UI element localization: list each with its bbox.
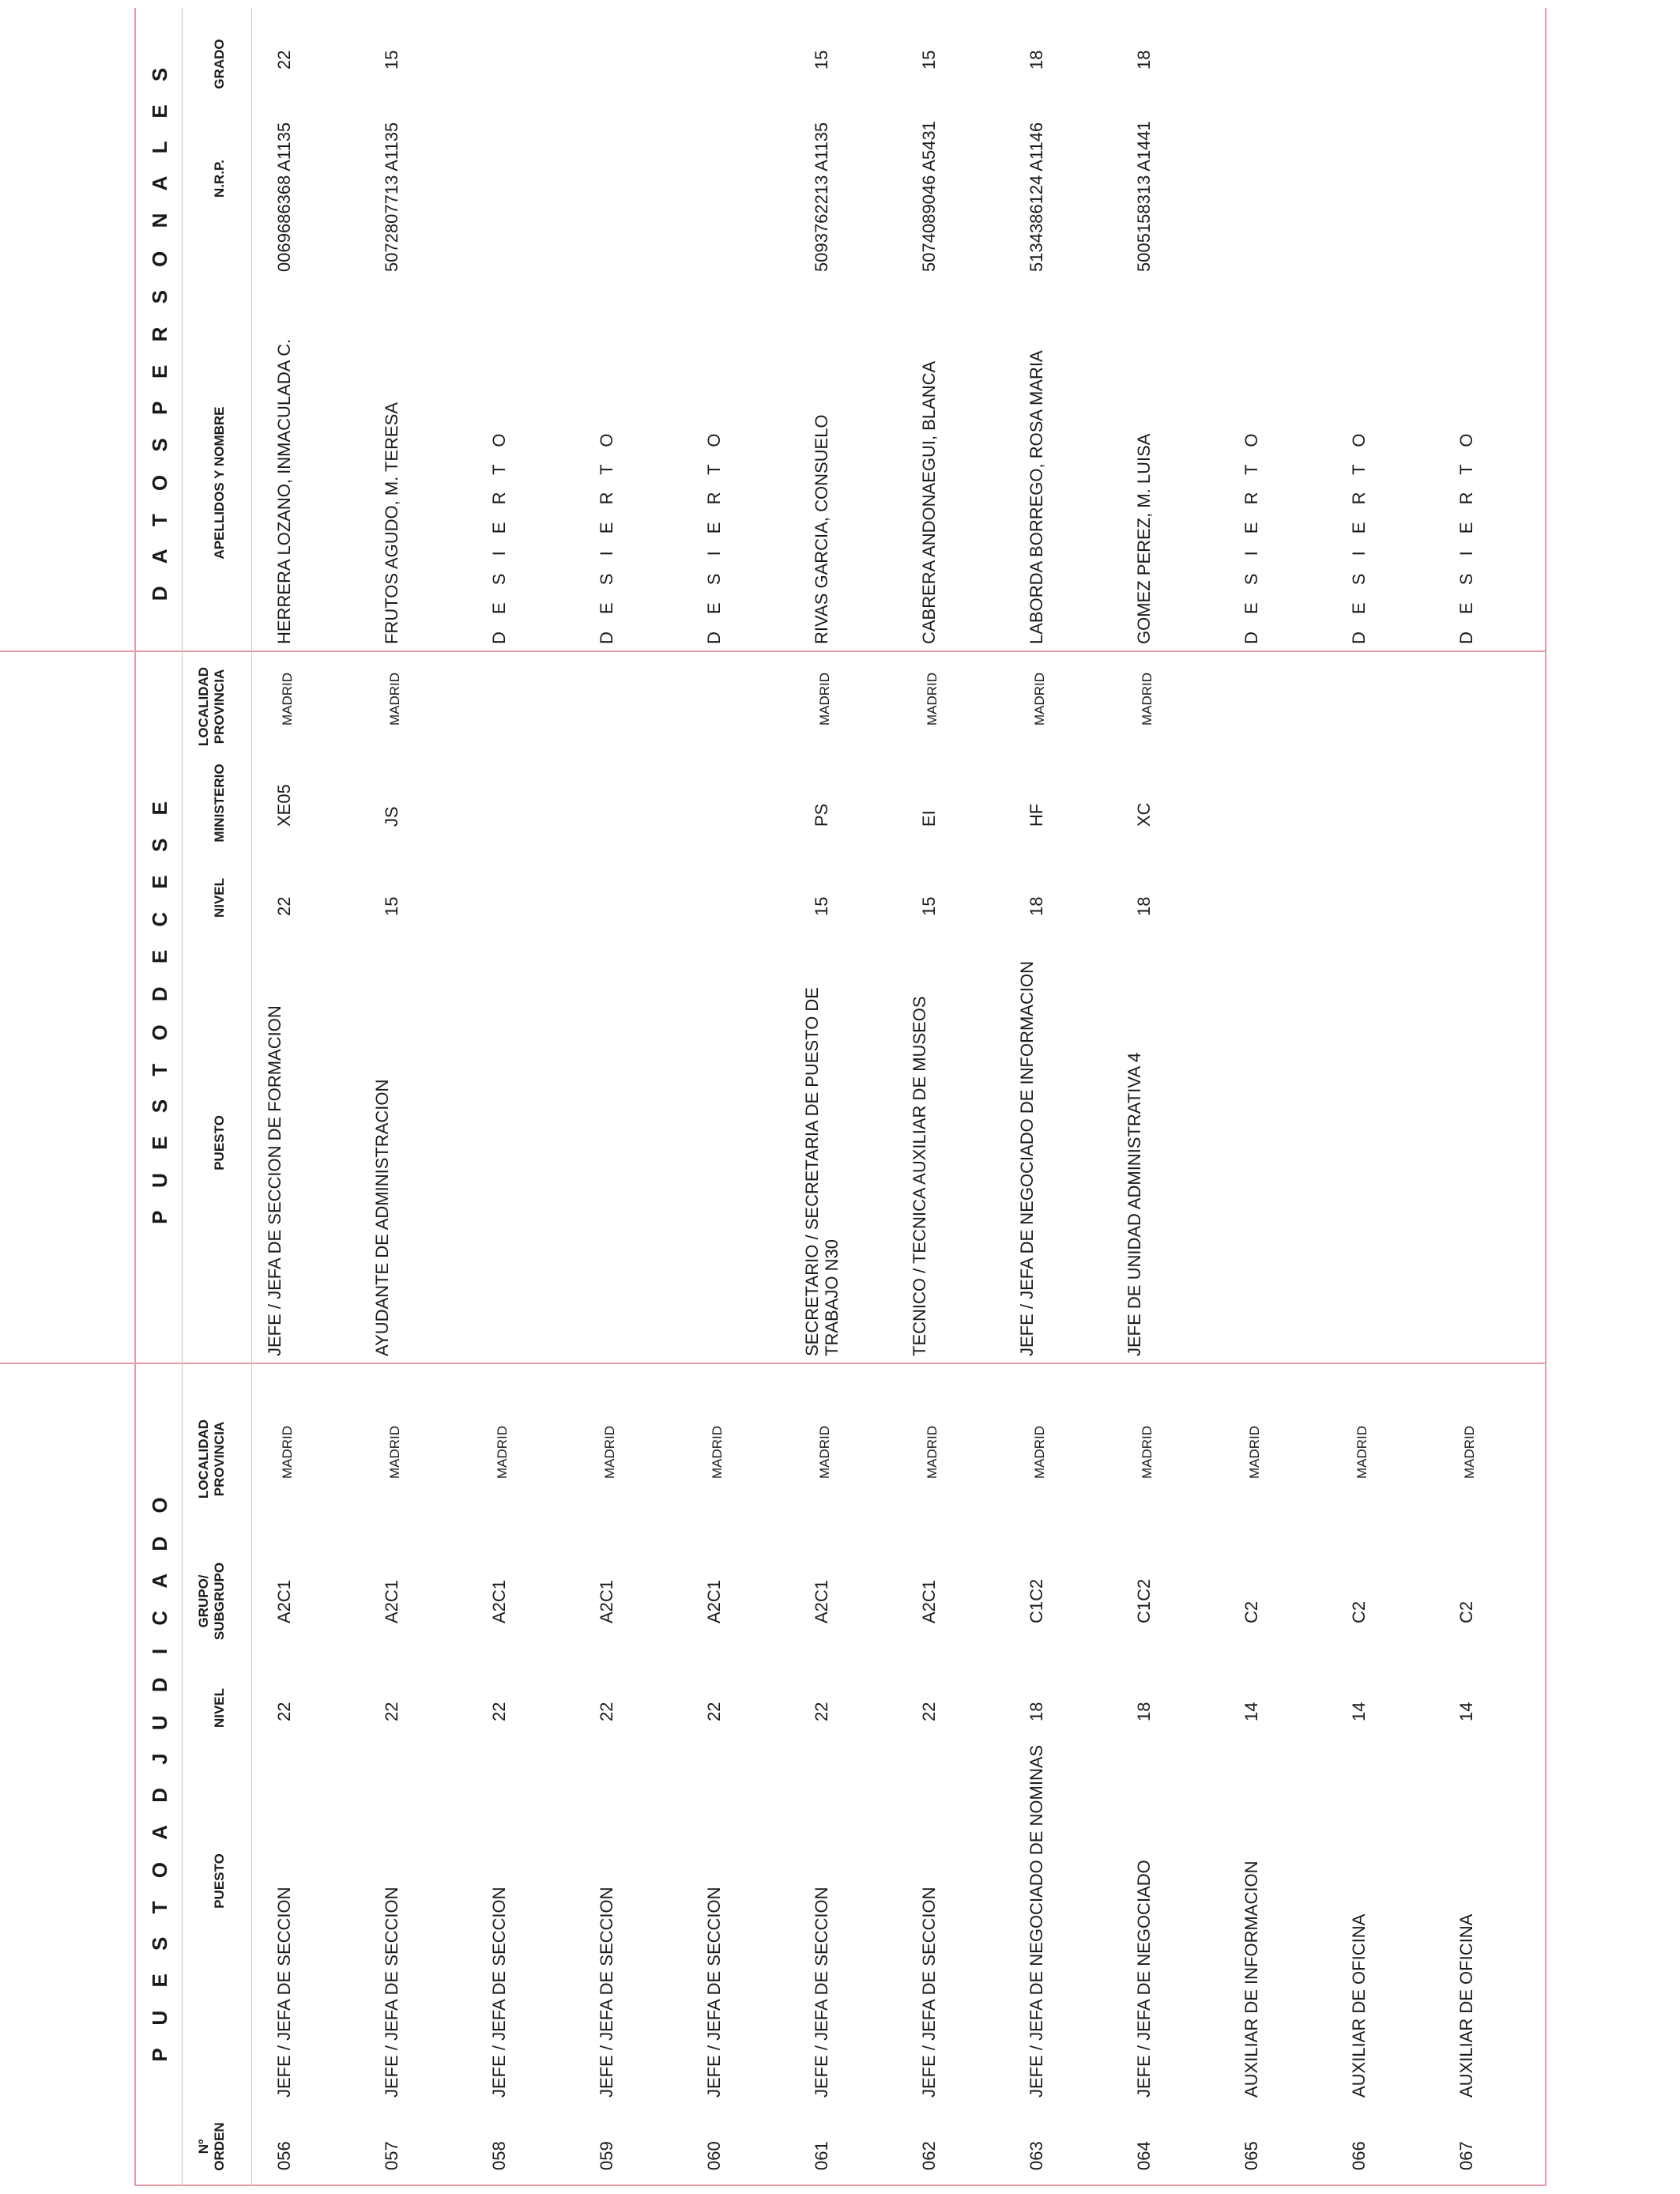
- cell-grupo: A2C1: [704, 1579, 724, 1623]
- cell-nombre: RIVAS GARCIA, CONSUELO: [812, 414, 831, 644]
- cell-ministerio: PS: [812, 803, 831, 827]
- cell-grado: 18: [1026, 50, 1046, 70]
- cell-cese-localidad: MADRID: [387, 672, 402, 726]
- header-nombre: APELLIDOS Y NOMBRE: [212, 406, 227, 560]
- cell-localidad: MADRID: [495, 1425, 510, 1479]
- cell-nrp: 5072807713 A1135: [382, 122, 401, 272]
- cell-cese-puesto: JEFE / JEFA DE SECCION DE FORMACION: [265, 1005, 284, 1356]
- cell-grupo: A2C1: [919, 1579, 939, 1623]
- cell-localidad: MADRID: [817, 1425, 832, 1479]
- cell-ministerio: EI: [919, 810, 939, 827]
- cell-orden: 063: [1026, 2141, 1046, 2170]
- cell-localidad: MADRID: [280, 1425, 295, 1479]
- cell-nombre: D E S I E R T O: [1456, 427, 1476, 644]
- cell-nivel: 14: [1241, 1702, 1261, 1721]
- cell-ministerio: XC: [1134, 802, 1154, 827]
- cell-cese-nivel: 22: [274, 896, 294, 916]
- header-orden: Nº ORDEN: [196, 2122, 227, 2171]
- cell-cese-nivel: 18: [1134, 896, 1154, 916]
- cell-puesto: JEFE / JEFA DE SECCION: [382, 1887, 401, 2098]
- cell-puesto: AUXILIAR DE OFICINA: [1349, 1913, 1369, 2098]
- cell-localidad: MADRID: [1139, 1425, 1155, 1479]
- cell-grado: 15: [919, 50, 939, 70]
- cell-cese-localidad: MADRID: [1032, 672, 1047, 726]
- header-puesto: PUESTO: [212, 1853, 227, 1909]
- cell-nombre: HERRERA LOZANO, INMACULADA C.: [274, 338, 294, 644]
- cell-orden: 061: [812, 2141, 831, 2170]
- cell-nrp: 5093762213 A1135: [812, 122, 831, 272]
- cell-nivel: 22: [597, 1702, 616, 1721]
- cell-localidad: MADRID: [1354, 1425, 1369, 1479]
- cell-localidad: MADRID: [1032, 1425, 1047, 1479]
- table-row: [587, 0, 695, 2194]
- cell-nombre: CABRERA ANDONAEGUI, BLANCA: [919, 360, 939, 644]
- cell-puesto: JEFE / JEFA DE SECCION: [274, 1887, 294, 2098]
- cell-puesto: JEFE / JEFA DE NEGOCIADO: [1134, 1860, 1154, 2098]
- cell-orden: 060: [704, 2141, 724, 2170]
- cell-orden: 056: [274, 2141, 294, 2170]
- table-top-border: [134, 8, 136, 2186]
- table-row: [480, 0, 587, 2194]
- header-nivel: NIVEL: [212, 1687, 227, 1728]
- cell-grupo: C2: [1241, 1600, 1261, 1623]
- table-row: [1017, 0, 1124, 2194]
- cell-localidad: MADRID: [925, 1425, 940, 1479]
- cell-orden: 062: [919, 2141, 939, 2170]
- cell-grupo: A2C1: [812, 1579, 831, 1623]
- cell-grupo: C1C2: [1026, 1578, 1046, 1623]
- cell-nombre: D E S I E R T O: [1349, 427, 1369, 644]
- cell-grado: 18: [1134, 50, 1154, 70]
- table-row: [1232, 0, 1339, 2194]
- cell-localidad: MADRID: [710, 1425, 725, 1479]
- header-ministerio: MINISTERIO: [212, 763, 227, 843]
- cell-grupo: C2: [1456, 1600, 1476, 1623]
- cell-puesto: AUXILIAR DE OFICINA: [1456, 1913, 1476, 2098]
- cell-puesto: JEFE / JEFA DE SECCION: [919, 1887, 939, 2098]
- cell-nivel: 22: [274, 1702, 294, 1721]
- cell-cese-localidad: MADRID: [817, 672, 832, 726]
- cell-nivel: 22: [489, 1702, 509, 1721]
- cell-nivel: 18: [1134, 1702, 1154, 1721]
- cell-nombre: D E S I E R T O: [597, 427, 616, 644]
- cell-cese-puesto: TECNICO / TECNICA AUXILIAR DE MUSEOS: [910, 996, 929, 1356]
- header-cese-puesto: PUESTO: [212, 1115, 227, 1171]
- section-title-cese: P U E S T O D E C E S E: [148, 793, 171, 1224]
- cell-orden: 066: [1349, 2141, 1369, 2170]
- cell-localidad: MADRID: [602, 1425, 617, 1479]
- cell-cese-puesto: AYUDANTE DE ADMINISTRACION: [372, 1079, 392, 1356]
- cell-grado: 15: [382, 50, 401, 70]
- cell-localidad: MADRID: [387, 1425, 402, 1479]
- table-row: [695, 0, 802, 2194]
- cell-orden: 067: [1456, 2141, 1476, 2170]
- header-grupo: GRUPO/ SUBGRUPO: [196, 1562, 227, 1641]
- header-localidad: LOCALIDAD PROVINCIA: [196, 1419, 227, 1499]
- cell-cese-puesto: SECRETARIO / SECRETARIA DE PUESTO DE TRABAJO N30: [802, 987, 842, 1356]
- cell-puesto: JEFE / JEFA DE SECCION: [704, 1887, 724, 2098]
- cell-grado: 15: [812, 50, 831, 70]
- cell-nivel: 14: [1349, 1702, 1369, 1721]
- header-cese-nivel: NIVEL: [212, 877, 227, 918]
- cell-grupo: C1C2: [1134, 1578, 1154, 1623]
- cell-grupo: A2C1: [382, 1579, 401, 1623]
- cell-localidad: MADRID: [1247, 1425, 1262, 1479]
- cell-nombre: GOMEZ PEREZ, M. LUISA: [1134, 433, 1154, 644]
- section-title-personales: D A T O S P E R S O N A L E S: [148, 58, 171, 601]
- cell-grupo: C2: [1349, 1600, 1369, 1623]
- cell-nivel: 18: [1026, 1702, 1046, 1721]
- cell-cese-localidad: MADRID: [1139, 672, 1155, 726]
- header-bottom-separator: [251, 8, 252, 2186]
- table-row: [372, 0, 480, 2194]
- header-grado: GRADO: [212, 39, 227, 89]
- table-row: [1124, 0, 1232, 2194]
- section-title-adjudicado: P U E S T O A D J U D I C A D O: [148, 1488, 171, 2062]
- cell-orden: 064: [1134, 2141, 1154, 2170]
- header-separator: [182, 8, 183, 2186]
- cell-ministerio: XE05: [274, 784, 294, 827]
- cell-cese-nivel: 18: [1026, 896, 1046, 916]
- cell-cese-nivel: 15: [382, 896, 401, 916]
- cell-puesto: JEFE / JEFA DE SECCION: [812, 1887, 831, 2098]
- cell-grado: 22: [274, 50, 294, 70]
- cell-puesto: AUXILIAR DE INFORMACION: [1241, 1860, 1261, 2098]
- cell-ministerio: HF: [1026, 803, 1046, 827]
- cell-cese-nivel: 15: [919, 896, 939, 916]
- cell-localidad: MADRID: [1462, 1425, 1477, 1479]
- cell-grupo: A2C1: [597, 1579, 616, 1623]
- cell-grupo: A2C1: [489, 1579, 509, 1623]
- cell-nivel: 22: [704, 1702, 724, 1721]
- cell-nivel: 22: [382, 1702, 401, 1721]
- cell-orden: 058: [489, 2141, 509, 2170]
- cell-nivel: 22: [919, 1702, 939, 1721]
- cell-nrp: 5005158313 A1441: [1134, 121, 1154, 272]
- cell-cese-puesto: JEFE DE UNIDAD ADMINISTRATIVA 4: [1124, 1052, 1144, 1356]
- cell-nombre: D E S I E R T O: [1241, 427, 1261, 644]
- cell-grupo: A2C1: [274, 1579, 294, 1623]
- cell-puesto: JEFE / JEFA DE SECCION: [597, 1887, 616, 2098]
- cell-orden: 059: [597, 2141, 616, 2170]
- table-row: [802, 0, 910, 2194]
- cell-nombre: D E S I E R T O: [489, 427, 509, 644]
- cell-nombre: FRUTOS AGUDO, M. TERESA: [382, 401, 401, 644]
- cell-cese-nivel: 15: [812, 896, 831, 916]
- header-cese-localidad: LOCALIDAD PROVINCIA: [196, 666, 227, 747]
- cell-puesto: JEFE / JEFA DE SECCION: [489, 1887, 509, 2098]
- cell-nivel: 22: [812, 1702, 831, 1721]
- table-row: [1447, 0, 1554, 2194]
- header-nrp: N.R.P.: [212, 160, 227, 198]
- cell-ministerio: JS: [382, 806, 401, 827]
- cell-nombre: LABORDA BORREGO, ROSA MARIA: [1026, 350, 1046, 644]
- cell-puesto: JEFE / JEFA DE NEGOCIADO DE NOMINAS: [1026, 1744, 1046, 2098]
- table-row: [265, 0, 372, 2194]
- cell-cese-localidad: MADRID: [925, 672, 940, 726]
- cell-cese-localidad: MADRID: [280, 672, 295, 726]
- table-row: [1339, 0, 1447, 2194]
- cell-nrp: 5134386124 A1146: [1026, 122, 1046, 272]
- cell-nrp: 0069686368 A1135: [274, 122, 294, 272]
- cell-nombre: D E S I E R T O: [704, 427, 724, 644]
- cell-nivel: 14: [1456, 1702, 1476, 1721]
- cell-cese-puesto: JEFE / JEFA DE NEGOCIADO DE INFORMACION: [1017, 961, 1037, 1356]
- cell-orden: 065: [1241, 2141, 1261, 2170]
- cell-orden: 057: [382, 2141, 401, 2170]
- cell-nrp: 5074089046 A5431: [919, 121, 939, 272]
- table-row: [910, 0, 1017, 2194]
